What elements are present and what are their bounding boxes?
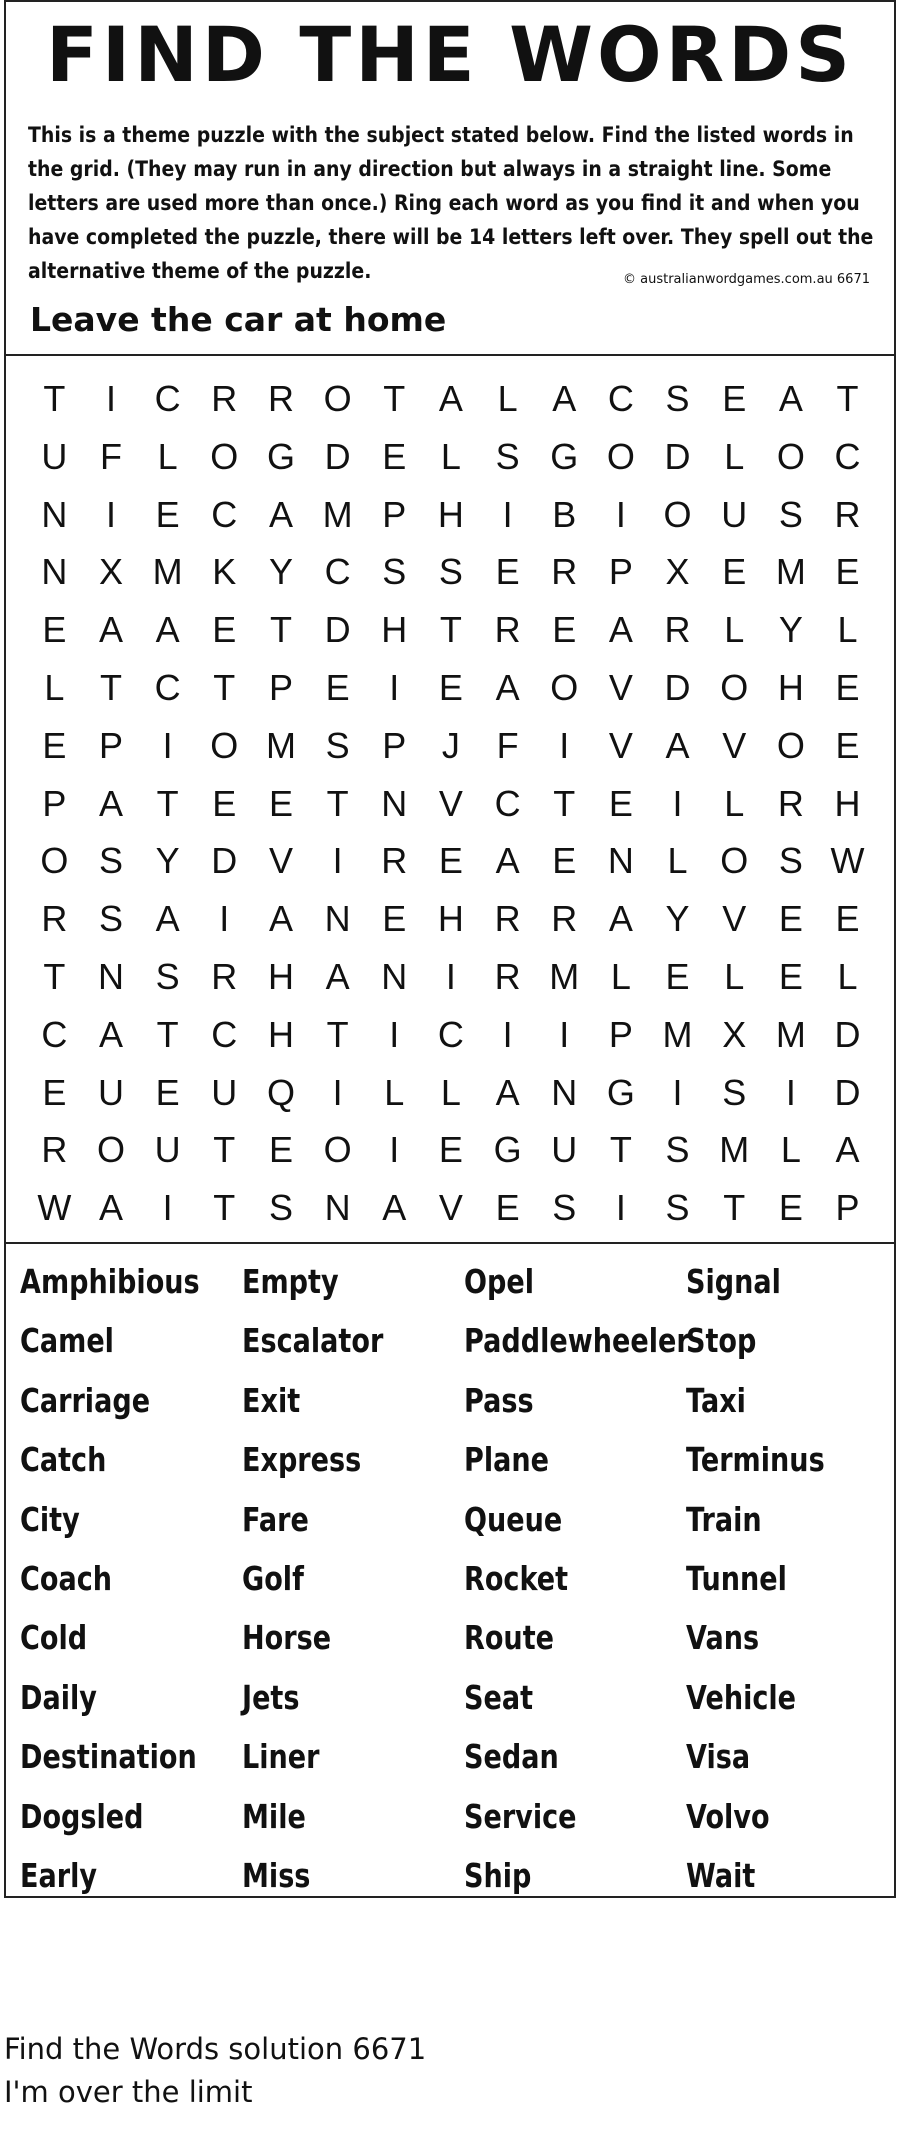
grid-letter[interactable]: M	[322, 493, 353, 535]
word-item: Train	[686, 1499, 762, 1539]
grid-letter[interactable]: M	[549, 956, 580, 997]
grid-letter[interactable]: Q	[266, 1071, 295, 1113]
grid-letter[interactable]: M	[265, 724, 296, 766]
grid-letter[interactable]: L	[157, 435, 178, 477]
grid-letter[interactable]: I	[105, 378, 116, 419]
grid-letter[interactable]: A	[665, 724, 690, 766]
grid-letter[interactable]: A	[98, 782, 123, 824]
grid-letter[interactable]: D	[324, 435, 351, 477]
grid-letter[interactable]: L	[724, 956, 745, 997]
grid-letter[interactable]: R	[777, 782, 804, 824]
grid-letter[interactable]: F	[99, 435, 122, 477]
grid-letter[interactable]: L	[497, 378, 518, 419]
grid-row	[26, 1179, 876, 1237]
word-item: Service	[464, 1796, 577, 1836]
grid-letter[interactable]: N	[41, 493, 68, 535]
grid-letter[interactable]: T	[213, 667, 236, 708]
grid-letter[interactable]: A	[495, 840, 520, 882]
grid-letter[interactable]: U	[154, 1129, 181, 1171]
word-item: Jets	[242, 1677, 300, 1717]
puzzle-panel	[4, 0, 896, 1898]
grid-letter[interactable]: O	[210, 724, 239, 766]
grid-letter[interactable]: R	[494, 609, 521, 651]
solution-section	[4, 2028, 426, 2114]
grid-letter[interactable]: Y	[665, 898, 690, 940]
grid-letter[interactable]: I	[502, 1013, 513, 1055]
grid-letter[interactable]: O	[323, 1129, 352, 1171]
word-item: City	[20, 1499, 80, 1539]
grid-letter[interactable]: R	[41, 1129, 68, 1171]
grid-letter[interactable]: I	[162, 1187, 173, 1229]
word-item: Coach	[20, 1558, 113, 1598]
grid-letter[interactable]: V	[438, 1187, 463, 1229]
grid-letter[interactable]: E	[325, 667, 350, 708]
word-item: Miss	[242, 1855, 311, 1895]
grid-letter[interactable]: S	[778, 840, 803, 882]
grid-letter[interactable]: T	[723, 1187, 746, 1229]
grid-letter[interactable]: M	[719, 1129, 750, 1171]
grid-letter[interactable]: E	[722, 378, 747, 419]
grid-letter[interactable]: V	[608, 724, 633, 766]
grid-letter[interactable]: H	[267, 1013, 294, 1055]
grid-letter[interactable]: I	[785, 1071, 796, 1113]
grid-letter[interactable]: E	[778, 956, 803, 997]
grid-letter[interactable]: I	[219, 898, 230, 940]
grid-row	[26, 1006, 876, 1064]
grid-letter[interactable]: P	[382, 493, 407, 535]
grid-letter[interactable]: J	[441, 724, 460, 766]
grid-letter[interactable]: F	[496, 724, 519, 766]
grid-letter[interactable]: E	[722, 551, 747, 593]
grid-letter[interactable]: D	[211, 840, 238, 882]
grid-letter[interactable]: P	[608, 1013, 633, 1055]
grid-letter[interactable]: D	[664, 667, 691, 708]
grid-letter[interactable]: L	[610, 956, 631, 997]
grid-row	[26, 428, 876, 486]
grid-letter[interactable]: G	[493, 1129, 522, 1171]
grid-letter[interactable]: U	[41, 435, 68, 477]
word-item: Carriage	[20, 1380, 151, 1420]
grid-row	[26, 717, 876, 775]
grid-letter[interactable]: C	[211, 493, 238, 535]
grid-letter[interactable]: G	[606, 1071, 635, 1113]
grid-letter[interactable]: E	[835, 551, 860, 593]
grid-letter[interactable]: S	[665, 1187, 690, 1229]
grid-row	[26, 543, 876, 601]
word-item: Ship	[464, 1855, 532, 1895]
grid-row	[26, 486, 876, 544]
word-item: Visa	[686, 1737, 751, 1777]
grid-letter[interactable]: A	[98, 1013, 123, 1055]
grid-letter[interactable]: N	[607, 840, 634, 882]
grid-letter[interactable]: C	[607, 378, 634, 419]
grid-letter[interactable]: I	[105, 493, 116, 535]
word-item: Escalator	[242, 1321, 384, 1361]
grid-letter[interactable]: E	[212, 609, 237, 651]
grid-letter[interactable]: R	[664, 609, 691, 651]
grid-letter[interactable]: V	[722, 898, 747, 940]
grid-letter[interactable]: O	[776, 435, 805, 477]
grid-letter[interactable]: L	[724, 609, 745, 651]
word-item: Catch	[20, 1440, 107, 1480]
grid-letter[interactable]: S	[552, 1187, 577, 1229]
grid-letter[interactable]: X	[722, 1013, 747, 1055]
word-item: Early	[20, 1855, 98, 1895]
grid-letter[interactable]: A	[98, 609, 123, 651]
grid-letter[interactable]: X	[665, 551, 690, 593]
grid-letter[interactable]: T	[439, 609, 462, 651]
grid-letter[interactable]: R	[381, 840, 408, 882]
grid-letter[interactable]: L	[780, 1129, 801, 1171]
word-item: Mile	[242, 1796, 306, 1836]
grid-letter[interactable]: C	[834, 435, 861, 477]
word-item: Route	[464, 1618, 554, 1658]
grid-letter[interactable]: I	[672, 782, 683, 824]
grid-row	[26, 832, 876, 890]
grid-letter[interactable]: O	[720, 840, 749, 882]
grid-letter[interactable]: L	[724, 782, 745, 824]
word-item: Amphibious	[20, 1262, 200, 1301]
grid-letter[interactable]: S	[778, 493, 803, 535]
word-item: Terminus	[686, 1440, 825, 1480]
grid-letter[interactable]: L	[837, 609, 858, 651]
grid-letter[interactable]: M	[662, 1013, 693, 1055]
grid-letter[interactable]: C	[437, 1013, 464, 1055]
grid-letter[interactable]: E	[495, 551, 520, 593]
grid-letter[interactable]: T	[156, 1013, 179, 1055]
grid-letter[interactable]: D	[834, 1071, 861, 1113]
grid-letter[interactable]: E	[552, 840, 577, 882]
grid-letter[interactable]: I	[615, 493, 626, 535]
grid-letter[interactable]: E	[382, 435, 407, 477]
grid-row	[26, 659, 876, 717]
grid-letter[interactable]: P	[608, 551, 633, 593]
grid-letter[interactable]: A	[98, 1187, 123, 1229]
grid-row	[26, 1121, 876, 1179]
word-item: Destination	[20, 1737, 197, 1777]
grid-letter[interactable]: A	[268, 493, 293, 535]
grid-letter[interactable]: A	[608, 609, 633, 651]
grid-letter[interactable]: L	[440, 1071, 461, 1113]
grid-letter[interactable]: P	[382, 724, 407, 766]
word-item: Taxi	[686, 1380, 746, 1420]
grid-letter[interactable]: R	[41, 898, 68, 940]
word-item: Vehicle	[686, 1677, 797, 1717]
grid-letter[interactable]: O	[663, 493, 692, 535]
word-item: Paddlewheeler	[464, 1321, 690, 1361]
theme-title: Leave the car at home	[30, 300, 447, 339]
puzzle-header	[6, 2, 894, 356]
grid-letter[interactable]: L	[837, 956, 858, 997]
word-item: Dogsled	[20, 1796, 144, 1836]
grid-letter[interactable]: C	[154, 667, 181, 708]
grid-letter[interactable]: E	[552, 609, 577, 651]
grid-letter[interactable]: E	[835, 898, 860, 940]
grid-letter[interactable]: A	[155, 898, 180, 940]
grid-letter[interactable]: I	[162, 724, 173, 766]
grid-letter[interactable]: O	[323, 378, 352, 419]
grid-letter[interactable]: I	[615, 1187, 626, 1229]
grid-letter[interactable]: R	[494, 956, 521, 997]
word-item: Horse	[242, 1618, 332, 1658]
word-item: Tunnel	[686, 1558, 787, 1598]
copyright-text: © australianwordgames.com.au 6671	[622, 272, 870, 287]
grid-letter[interactable]: T	[836, 378, 859, 419]
grid-letter[interactable]: E	[438, 840, 463, 882]
grid-letter[interactable]: K	[212, 551, 237, 593]
grid-letter[interactable]: U	[551, 1129, 578, 1171]
grid-letter[interactable]: S	[438, 551, 463, 593]
grid-letter[interactable]: W	[830, 840, 865, 882]
grid-letter[interactable]: H	[437, 898, 464, 940]
grid-letter[interactable]: I	[559, 724, 570, 766]
grid-letter[interactable]: S	[268, 1187, 293, 1229]
grid-letter[interactable]: E	[438, 667, 463, 708]
grid-letter[interactable]: E	[268, 1129, 293, 1171]
solution-answer: I'm over the limit	[4, 2075, 253, 2109]
grid-letter[interactable]: N	[381, 782, 408, 824]
grid-letter[interactable]: H	[267, 956, 294, 997]
grid-letter[interactable]: P	[98, 724, 123, 766]
grid-letter[interactable]: P	[268, 667, 293, 708]
grid-letter[interactable]: Y	[778, 609, 803, 651]
grid-letter[interactable]: T	[609, 1129, 632, 1171]
grid-letter[interactable]: E	[778, 1187, 803, 1229]
grid-letter[interactable]: H	[437, 493, 464, 535]
word-item: Exit	[242, 1380, 301, 1420]
word-item: Vans	[686, 1618, 760, 1658]
grid-letter[interactable]: E	[155, 493, 180, 535]
grid-letter[interactable]: I	[332, 1071, 343, 1113]
grid-letter[interactable]: E	[438, 1129, 463, 1171]
grid-letter[interactable]: R	[834, 493, 861, 535]
word-item: Golf	[242, 1558, 304, 1598]
grid-letter[interactable]: I	[389, 1129, 400, 1171]
grid-letter[interactable]: L	[384, 1071, 405, 1113]
grid-letter[interactable]: I	[559, 1013, 570, 1055]
grid-letter[interactable]: S	[325, 724, 350, 766]
grid-letter[interactable]: I	[445, 956, 456, 997]
grid-letter[interactable]: E	[665, 956, 690, 997]
grid-letter[interactable]: T	[383, 378, 406, 419]
instructions-text: This is a theme puzzle with the subject stated below. Find the listed words in the grid. (They may run in any direction but always in a straight line. Some letters are used more than once.) Ring each word as you find it and when you have completed the puzzle, there will be 14 letters left over. They spell out the alternative theme of the puzzle.	[28, 123, 874, 283]
grid-letter[interactable]: L	[44, 667, 65, 708]
grid-letter[interactable]: C	[154, 378, 181, 419]
word-item: Plane	[464, 1440, 549, 1480]
word-item: Seat	[464, 1677, 534, 1717]
grid-letter[interactable]: E	[42, 1071, 67, 1113]
grid-letter[interactable]: G	[550, 435, 579, 477]
word-item: Opel	[464, 1262, 535, 1301]
word-item: Express	[242, 1440, 362, 1480]
grid-letter[interactable]: E	[608, 782, 633, 824]
grid-letter[interactable]: T	[326, 1013, 349, 1055]
grid-letter[interactable]: C	[324, 551, 351, 593]
grid-letter[interactable]: V	[438, 782, 463, 824]
grid-letter[interactable]: N	[41, 551, 68, 593]
grid-row	[26, 948, 876, 1006]
grid-letter[interactable]: I	[672, 1071, 683, 1113]
grid-letter[interactable]: N	[97, 956, 124, 997]
grid-letter[interactable]: E	[268, 782, 293, 824]
grid-letter[interactable]: L	[440, 435, 461, 477]
grid-letter[interactable]: E	[835, 667, 860, 708]
grid-letter[interactable]: E	[495, 1187, 520, 1229]
grid-letter[interactable]: S	[722, 1071, 747, 1113]
grid-letter[interactable]: A	[835, 1129, 860, 1171]
grid-letter[interactable]: D	[834, 1013, 861, 1055]
grid-letter[interactable]: M	[775, 1013, 806, 1055]
grid-letter[interactable]: I	[389, 1013, 400, 1055]
grid-letter[interactable]: O	[96, 1129, 125, 1171]
grid-letter[interactable]: T	[99, 667, 122, 708]
grid-letter[interactable]: A	[382, 1187, 407, 1229]
word-item: Signal	[686, 1262, 781, 1301]
grid-letter[interactable]: B	[552, 493, 577, 535]
grid-letter[interactable]: S	[155, 956, 180, 997]
word-item: Fare	[242, 1499, 309, 1539]
word-item: Empty	[242, 1262, 339, 1301]
grid-letter[interactable]: S	[98, 898, 123, 940]
grid-letter[interactable]: A	[495, 1071, 520, 1113]
grid-letter[interactable]: E	[155, 1071, 180, 1113]
grid-row	[26, 890, 876, 948]
grid-letter[interactable]: V	[608, 667, 633, 708]
grid-letter[interactable]: E	[42, 609, 67, 651]
solution-heading: Find the Words solution 6671	[4, 2032, 427, 2066]
grid-letter[interactable]: T	[156, 782, 179, 824]
word-column	[20, 1252, 239, 1905]
grid-letter[interactable]: R	[267, 378, 294, 419]
grid-letter[interactable]: U	[97, 1071, 124, 1113]
grid-letter[interactable]: U	[211, 1071, 238, 1113]
word-item: Cold	[20, 1618, 88, 1658]
word-item: Daily	[20, 1677, 97, 1717]
grid-letter[interactable]: A	[155, 609, 180, 651]
grid-letter[interactable]: V	[722, 724, 747, 766]
grid-letter[interactable]: S	[495, 435, 520, 477]
grid-letter[interactable]: V	[268, 840, 293, 882]
grid-letter[interactable]: S	[98, 840, 123, 882]
grid-letter[interactable]: G	[266, 435, 295, 477]
letter-grid	[6, 356, 894, 1244]
word-list	[6, 1244, 894, 1896]
grid-letter[interactable]: R	[551, 898, 578, 940]
grid-letter[interactable]: E	[212, 782, 237, 824]
grid-letter[interactable]: Y	[268, 551, 293, 593]
word-item: Queue	[464, 1499, 563, 1539]
word-column	[686, 1252, 855, 1905]
grid-letter[interactable]: N	[324, 898, 351, 940]
grid-letter[interactable]: Y	[155, 840, 180, 882]
grid-row	[26, 1064, 876, 1122]
grid-letter[interactable]: D	[324, 609, 351, 651]
grid-letter[interactable]: L	[667, 840, 688, 882]
grid-letter[interactable]: I	[502, 493, 513, 535]
grid-letter[interactable]: E	[778, 898, 803, 940]
grid-letter[interactable]: S	[665, 1129, 690, 1171]
grid-letter[interactable]: R	[551, 551, 578, 593]
grid-letter[interactable]: E	[835, 724, 860, 766]
grid-letter[interactable]: E	[42, 724, 67, 766]
grid-row	[26, 601, 876, 659]
word-item: Pass	[464, 1380, 534, 1420]
word-item: Camel	[20, 1321, 114, 1361]
word-item: Rocket	[464, 1558, 569, 1598]
word-item: Sedan	[464, 1737, 559, 1777]
grid-letter[interactable]: N	[381, 956, 408, 997]
grid-letter[interactable]: C	[211, 1013, 238, 1055]
grid-letter[interactable]: R	[211, 378, 238, 419]
grid-letter[interactable]: N	[551, 1071, 578, 1113]
grid-letter[interactable]: T	[269, 609, 292, 651]
word-item: Wait	[686, 1855, 756, 1895]
grid-letter[interactable]: A	[438, 378, 463, 419]
grid-letter[interactable]: U	[721, 493, 748, 535]
grid-letter[interactable]: W	[37, 1187, 72, 1229]
grid-letter[interactable]: T	[43, 956, 66, 997]
word-item: Volvo	[686, 1796, 770, 1836]
grid-letter[interactable]: C	[494, 782, 521, 824]
grid-letter[interactable]: M	[775, 551, 806, 593]
grid-letter[interactable]: T	[43, 378, 66, 419]
grid-row	[26, 775, 876, 833]
word-column	[242, 1252, 414, 1905]
grid-letter[interactable]: A	[608, 898, 633, 940]
grid-letter[interactable]: I	[332, 840, 343, 882]
grid-letter[interactable]: A	[778, 378, 803, 419]
grid-letter[interactable]: H	[777, 667, 804, 708]
grid-letter[interactable]: E	[382, 898, 407, 940]
word-item: Stop	[686, 1321, 757, 1361]
grid-letter[interactable]: A	[552, 378, 577, 419]
grid-letter[interactable]: D	[664, 435, 691, 477]
grid-letter[interactable]: O	[550, 667, 579, 708]
grid-letter[interactable]: R	[211, 956, 238, 997]
grid-letter[interactable]: P	[42, 782, 67, 824]
grid-letter[interactable]: T	[553, 782, 576, 824]
grid-letter[interactable]: O	[720, 667, 749, 708]
grid-letter[interactable]: S	[665, 378, 690, 419]
grid-letter[interactable]: A	[495, 667, 520, 708]
grid-letter[interactable]: T	[213, 1187, 236, 1229]
grid-letter[interactable]: T	[213, 1129, 236, 1171]
grid-letter[interactable]: T	[326, 782, 349, 824]
grid-letter[interactable]: M	[152, 551, 183, 593]
grid-row	[26, 370, 876, 428]
grid-letter[interactable]: O	[40, 840, 69, 882]
grid-letter[interactable]: S	[382, 551, 407, 593]
word-item: Liner	[242, 1737, 320, 1777]
grid-letter[interactable]: R	[494, 898, 521, 940]
grid-letter[interactable]: A	[268, 898, 293, 940]
grid-letter[interactable]: L	[724, 435, 745, 477]
grid-letter[interactable]: C	[41, 1013, 68, 1055]
grid-letter[interactable]: N	[324, 1187, 351, 1229]
grid-letter[interactable]: O	[606, 435, 635, 477]
grid-letter[interactable]: X	[98, 551, 123, 593]
grid-letter[interactable]: P	[835, 1187, 860, 1229]
grid-letter[interactable]: I	[389, 667, 400, 708]
grid-letter[interactable]: H	[834, 782, 861, 824]
grid-letter[interactable]: O	[210, 435, 239, 477]
grid-letter[interactable]: A	[325, 956, 350, 997]
grid-letter[interactable]: O	[776, 724, 805, 766]
grid-letter[interactable]: H	[381, 609, 408, 651]
puzzle-title: FIND THE WORDS	[46, 10, 854, 99]
